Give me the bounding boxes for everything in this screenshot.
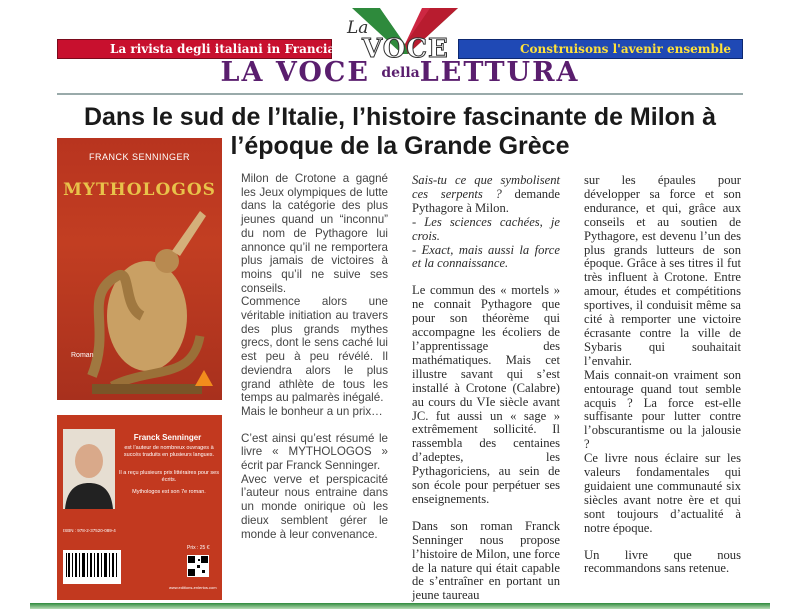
logo-la: La bbox=[347, 18, 369, 38]
cover-title: MYTHOLOGOS bbox=[63, 180, 216, 200]
author-portrait-icon bbox=[63, 429, 115, 509]
bottom-green-rule bbox=[30, 603, 770, 609]
quote-answer-1: - Les sciences cachées, je crois. bbox=[412, 214, 560, 243]
back-bio-3: Mythologos est son 7e roman. bbox=[132, 489, 206, 495]
back-author-name: Franck Senninger bbox=[133, 433, 202, 442]
col3-paragraph: Ce livre nous éclaire sur les valeurs fondamentales qui guidaient une communauté six siècles avant notre ère et qui sont toujours d’actualité à notre époque. bbox=[584, 451, 741, 535]
cover-genre: Roman bbox=[71, 352, 94, 359]
cover-author: FRANCK SENNINGER bbox=[88, 152, 190, 162]
publisher-logo-icon bbox=[195, 370, 213, 386]
isbn: ISBN : 978-2-37520-089-4 bbox=[63, 528, 116, 533]
back-bio-1: est l’auteur de nombreux ouvrages à succès traduits en plusieurs langues. bbox=[123, 445, 215, 458]
article-column-2 bbox=[412, 174, 560, 603]
quote-attribution: demande Pythagore à Milon. bbox=[412, 186, 560, 215]
masthead-slogan: Construisons l'avenir ensemble bbox=[520, 42, 732, 56]
barcode-icon bbox=[63, 550, 121, 584]
article-headline: Dans le sud de l’Italie, l’histoire fascinante de Milon à l’époque de la Grande Grèce bbox=[83, 103, 717, 160]
col2-paragraph: Dans son roman Franck Senninger nous propose l’histoire de Milon, une force de la nature qui était capable de s’entraîner en portant un jeune taureau bbox=[412, 518, 560, 603]
section-title-della: della bbox=[381, 65, 420, 81]
col3-paragraph: sur les épaules pour développer sa force et son endurance, et qui, grâce aux conseils et au soutien de Pythagore, est devenu l’un des plus grands lutteurs de son époque. Grâce à ses titres il fut très influent à Crotone. Entre amour, études et compétitions sportives, il conduisit même sa cité à remporter une victoire écrasante contre la ville de Sybaris qui souhaitait l’envahir. bbox=[584, 173, 741, 368]
article-column-3 bbox=[584, 174, 741, 576]
col1-paragraph: Mais le bonheur a un prix… bbox=[241, 404, 383, 418]
section-title-part1: LA VOCE bbox=[220, 57, 370, 88]
logo-voce: VOCE bbox=[362, 34, 449, 64]
col3-paragraph: Un livre que nous recommandons sans retenue. bbox=[584, 547, 741, 576]
masthead-tagline: La rivista degli italiani in Francia bbox=[110, 42, 336, 56]
article-column-1 bbox=[241, 172, 388, 541]
col1-paragraph: C’est ainsi qu’est résumé le livre « MYTHOLOGOS » écrit par Franck Senninger. bbox=[241, 431, 388, 473]
author-photo bbox=[63, 429, 115, 509]
col1-paragraph: Commence alors une véritable initiation au travers des plus grands mythes grecs, dont le sens caché lui est peu à peu révélé. Il deviendra alors le plus grand athlète de tous les temps au palmarès inégalé. bbox=[241, 295, 388, 405]
book-back-cover bbox=[57, 415, 222, 600]
col1-paragraph: Avec verve et perspicacité l’auteur nous entraine dans un monde onirique où les dieux semblent gérer le monde à leur convenance. bbox=[241, 472, 388, 541]
col2-paragraph: Le commun des « mortels » ne connait Pythagore que pour son théorème qui accompagne les écoliers de l’apprentissage des mathématiques. Mais cet illustre savant qui s’est installé à Crotone (Calabre) au cours du VIe siècle avant JC. fut aussi un « sage » extrêmement sollicité. Il rassembla des centaines d’adeptes, les Pythagoriciens, au sein de son école pour perpétuer ses enseignements. bbox=[412, 283, 560, 506]
section-title bbox=[0, 57, 800, 88]
book-front-cover bbox=[57, 138, 222, 400]
back-bio-2: Il a reçu plusieurs prix littéraires pour ses écrits. bbox=[119, 470, 219, 483]
col3-paragraph: Mais connait-on vraiment son entourage quand tout semble acquis ? La force est-elle suffisante pour lutter contre l’obscurantisme ou la jalousie ? bbox=[584, 367, 741, 452]
section-title-part2: LETTURA bbox=[419, 57, 580, 88]
col1-paragraph: Milon de Crotone a gagné les Jeux olympiques de lutte dans la catégorie des plus jeunes quand un “inconnu” du nom de Pythagore lui annonce qu’il ne remportera plus jamais de victoires à moins qu’il ne suive ses conseils. bbox=[241, 172, 388, 295]
quote-question: Sais-tu ce que symbolisent ces serpents ? bbox=[412, 173, 560, 201]
price: Prix : 25 € bbox=[187, 545, 210, 551]
qr-code-icon bbox=[187, 555, 209, 577]
quote-answer-2: - Exact, mais aussi la force et la connaissance. bbox=[412, 242, 560, 271]
paragraph-gap bbox=[241, 419, 388, 432]
statue-illustration-icon bbox=[72, 206, 212, 396]
paragraph-gap bbox=[584, 536, 741, 549]
barcode-graphic bbox=[63, 550, 121, 584]
publisher-site: www.editions-enlertos.com bbox=[169, 585, 217, 590]
title-divider bbox=[57, 93, 743, 95]
qr-graphic bbox=[187, 555, 209, 577]
col2-quote bbox=[412, 174, 560, 216]
paragraph-gap bbox=[412, 507, 560, 520]
